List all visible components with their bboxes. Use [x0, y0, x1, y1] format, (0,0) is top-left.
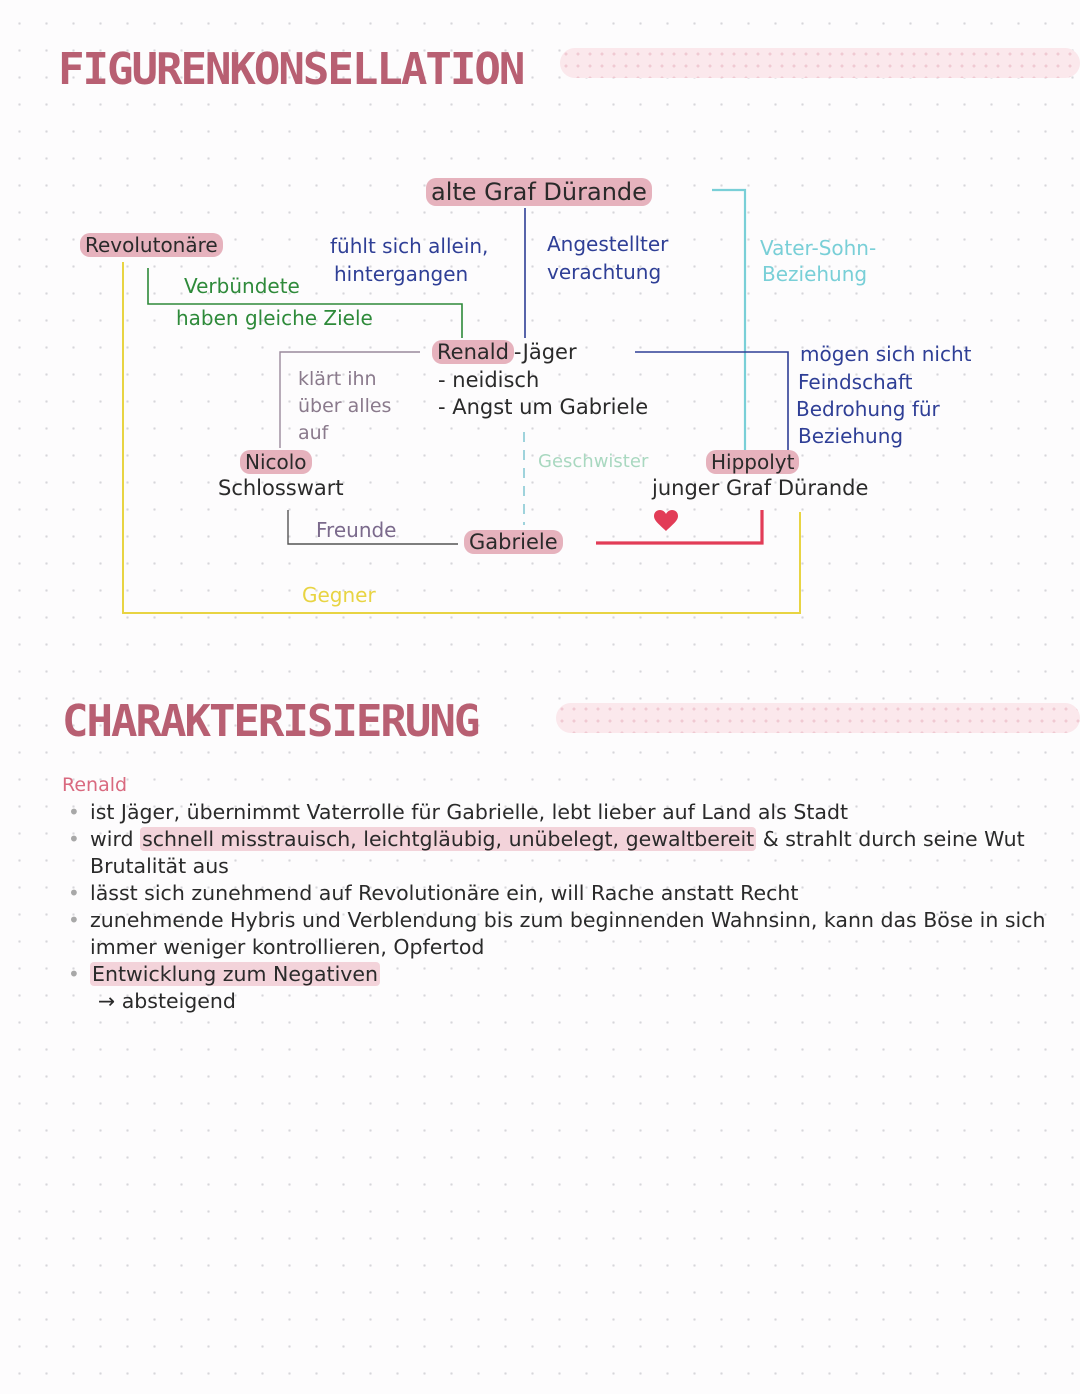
note-explains-1: klärt ihn [298, 368, 377, 390]
list-item: • ist Jäger, übernimmt Vaterrolle für Gabrielle, lebt lieber auf Land als Stadt [90, 799, 1052, 826]
note-explains-3: auf [298, 422, 329, 444]
note-fear: - Angst um Gabriele [438, 395, 649, 419]
characterization-text [62, 772, 1052, 1015]
node-revolutionaries: Revolutonäre [80, 233, 223, 257]
line-love [596, 510, 762, 543]
note-envious: - neidisch [438, 368, 540, 392]
note-siblings: Geschwister [538, 451, 649, 472]
node-nicolo-role: Schlosswart [218, 476, 344, 500]
heading-decoration [556, 703, 1080, 733]
note-same-goals: haben gleiche Ziele [176, 306, 373, 330]
line-enmity [635, 352, 788, 452]
note-employee-1: Angestellter [547, 232, 669, 256]
node-hippolyt-role: junger Graf Dürande [652, 476, 869, 500]
list-item [90, 961, 1052, 988]
note-feels-alone-1: fühlt sich allein, [330, 234, 489, 258]
note-dislike-2: Feindschaft [798, 370, 913, 394]
note-father-son-1: Vater-Sohn- [760, 236, 877, 260]
highlighted-traits: schnell misstrauisch, leichtgläubig, unübelegt, gewaltbereit [142, 827, 755, 851]
list-item: • zunehmende Hybris und Verblendung bis zum beginnenden Wahnsinn, kann das Böse in sich immer weniger kontrollieren, Opfertod [90, 907, 1052, 961]
note-dislike-1: mögen sich nicht [800, 342, 972, 366]
section-title-constellation: FIGURENKONSELLATION [58, 44, 524, 95]
node-old-count: alte Graf Dürande [426, 178, 652, 206]
list-item-arrow: → absteigend [98, 989, 236, 1013]
note-opponents: Gegner [302, 583, 376, 607]
note-allied: Verbündete [184, 274, 300, 298]
note-father-son-2: Beziehung [762, 262, 868, 286]
node-nicolo: Nicolo [240, 450, 312, 474]
heart-icon [654, 510, 678, 531]
note-dislike-4: Beziehung [798, 424, 904, 448]
list-item: • lässt sich zunehmend auf Revolutionäre ein, will Rache anstatt Recht [90, 880, 1052, 907]
highlighted-development: Entwicklung zum Negativen [92, 962, 379, 986]
note-friends: Freunde [316, 518, 397, 542]
note-employee-2: verachtung [547, 260, 662, 284]
note-feels-alone-2: hintergangen [334, 262, 469, 286]
node-gabriele: Gabriele [464, 530, 563, 554]
subject-label: Renald [62, 774, 128, 796]
note-explains-2: über alles [298, 395, 392, 417]
note-dislike-3: Bedrohung für [796, 397, 940, 421]
node-renald: Renald -Jäger [432, 340, 577, 364]
line-father-son [712, 190, 745, 452]
section-title-characterization: CHARAKTERISIERUNG [62, 696, 479, 747]
list-item: • wird schnell misstrauisch, leichtgläubig, unübelegt, gewaltbereit & strahlt durch seine Wut Brutalität aus [90, 826, 1052, 880]
trait-list [62, 799, 1052, 1015]
node-hippolyt: Hippolyt [706, 450, 799, 474]
